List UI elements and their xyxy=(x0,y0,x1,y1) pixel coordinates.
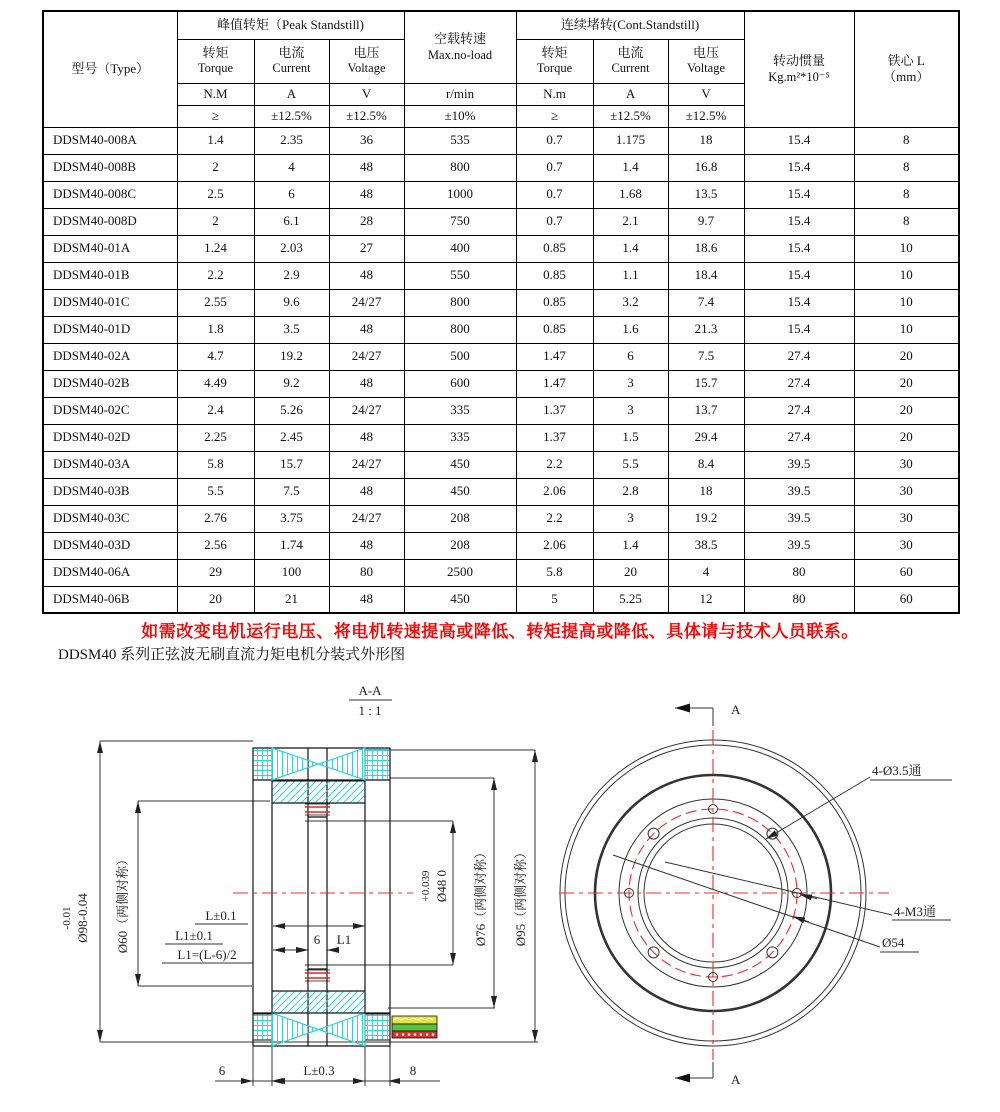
value-cell: 48 xyxy=(329,532,404,559)
value-cell: 2.5 xyxy=(177,181,254,208)
unit-nm-cont: N.m xyxy=(516,83,593,105)
value-cell: 39.5 xyxy=(744,451,854,478)
value-cell: 18 xyxy=(668,478,744,505)
value-cell: 800 xyxy=(404,316,516,343)
value-cell: 800 xyxy=(404,289,516,316)
section-mark-bottom: A xyxy=(731,1072,741,1087)
value-cell: 10 xyxy=(854,235,959,262)
dim-bottom-8: 8 xyxy=(409,1063,417,1078)
torque-en: Torque xyxy=(197,61,234,76)
value-cell: 9.6 xyxy=(254,289,329,316)
model-cell: DDSM40-02D xyxy=(43,424,177,451)
section-markers xyxy=(675,702,741,1087)
value-cell: 30 xyxy=(854,532,959,559)
front-view xyxy=(555,678,1000,1112)
value-cell: 0.85 xyxy=(516,235,593,262)
model-cell: DDSM40-01C xyxy=(43,289,177,316)
dim-L: L±0.1 xyxy=(205,908,237,923)
value-cell: 15.4 xyxy=(744,127,854,154)
table-row xyxy=(43,343,959,370)
value-cell: 2.45 xyxy=(254,424,329,451)
core-label: 铁心 L xyxy=(887,53,925,68)
value-cell: 13.7 xyxy=(668,397,744,424)
value-cell: 2 xyxy=(177,208,254,235)
value-cell: 7.5 xyxy=(254,478,329,505)
value-cell: 208 xyxy=(404,505,516,532)
value-cell: 29.4 xyxy=(668,424,744,451)
table-row xyxy=(43,154,959,181)
value-cell: 2.2 xyxy=(516,451,593,478)
value-cell: 80 xyxy=(329,559,404,586)
value-cell: 24/27 xyxy=(329,343,404,370)
voltage-cn: 电压 xyxy=(353,45,380,61)
value-cell: 24/27 xyxy=(329,505,404,532)
current-cn: 电流 xyxy=(617,45,644,61)
value-cell: 27.4 xyxy=(744,370,854,397)
value-cell: 450 xyxy=(404,586,516,613)
col-header-current-cont xyxy=(593,39,668,83)
dim-inner-6: 6 xyxy=(313,932,321,947)
leader-lines xyxy=(613,763,952,952)
value-cell: 24/27 xyxy=(329,451,404,478)
value-cell: 48 xyxy=(329,370,404,397)
tol-10: ±10% xyxy=(404,105,516,127)
value-cell: 9.2 xyxy=(254,370,329,397)
dim-bottom-L: L±0.3 xyxy=(303,1063,335,1078)
value-cell: 208 xyxy=(404,532,516,559)
unit-nm-peak: N.M xyxy=(177,83,254,105)
value-cell: 335 xyxy=(404,397,516,424)
value-cell: 80 xyxy=(744,586,854,613)
tol-125: ±12.5% xyxy=(329,105,404,127)
group-header-cont: 连续堵转(Cont.Standstill) xyxy=(516,11,744,39)
value-cell: 20 xyxy=(854,424,959,451)
value-cell: 15.4 xyxy=(744,154,854,181)
value-cell: 1000 xyxy=(404,181,516,208)
value-cell: 60 xyxy=(854,586,959,613)
group-header-noload xyxy=(404,11,516,83)
value-cell: 2.06 xyxy=(516,478,593,505)
value-cell: 18.4 xyxy=(668,262,744,289)
value-cell: 8 xyxy=(854,127,959,154)
value-cell: 450 xyxy=(404,451,516,478)
voltage-en: Voltage xyxy=(687,61,726,76)
value-cell: 48 xyxy=(329,154,404,181)
value-cell: 4.7 xyxy=(177,343,254,370)
section-title: A-A xyxy=(358,683,382,698)
value-cell: 0.7 xyxy=(516,181,593,208)
value-cell: 20 xyxy=(177,586,254,613)
value-cell: 16.8 xyxy=(668,154,744,181)
value-cell: 10 xyxy=(854,316,959,343)
model-cell: DDSM40-008B xyxy=(43,154,177,181)
value-cell: 15.4 xyxy=(744,235,854,262)
value-cell: 15.4 xyxy=(744,208,854,235)
value-cell: 30 xyxy=(854,478,959,505)
noload-cn: 空载转速 xyxy=(434,31,487,47)
value-cell: 1.1 xyxy=(593,262,668,289)
table-row xyxy=(43,559,959,586)
value-cell: 60 xyxy=(854,559,959,586)
inertia-unit: Kg.m²*10⁻⁵ xyxy=(768,69,830,84)
warning-text: 如需改变电机运行电压、将电机转速提高或降低、转矩提高或降低、具体请与技术人员联系。 xyxy=(141,622,859,641)
value-cell: 28 xyxy=(329,208,404,235)
col-header-voltage-cont xyxy=(668,39,744,83)
value-cell: 1.24 xyxy=(177,235,254,262)
col-header-core xyxy=(854,11,959,127)
dim-d95: Ø95（两侧对称） xyxy=(513,845,528,947)
value-cell: 80 xyxy=(744,559,854,586)
value-cell: 20 xyxy=(854,397,959,424)
value-cell: 450 xyxy=(404,478,516,505)
value-cell: 3.75 xyxy=(254,505,329,532)
col-header-inertia xyxy=(744,11,854,127)
value-cell: 39.5 xyxy=(744,505,854,532)
current-cn: 电流 xyxy=(278,45,305,61)
value-cell: 48 xyxy=(329,478,404,505)
value-cell: 400 xyxy=(404,235,516,262)
value-cell: 30 xyxy=(854,505,959,532)
value-cell: 15.4 xyxy=(744,289,854,316)
value-cell: 3 xyxy=(593,370,668,397)
col-header-current-peak xyxy=(254,39,329,83)
value-cell: 6.1 xyxy=(254,208,329,235)
model-cell: DDSM40-03B xyxy=(43,478,177,505)
value-cell: 20 xyxy=(854,370,959,397)
model-cell: DDSM40-01A xyxy=(43,235,177,262)
value-cell: 2.2 xyxy=(516,505,593,532)
value-cell: 27.4 xyxy=(744,397,854,424)
value-cell: 0.85 xyxy=(516,262,593,289)
tol-125: ±12.5% xyxy=(254,105,329,127)
value-cell: 5.25 xyxy=(593,586,668,613)
dim-d76: Ø76（两侧对称） xyxy=(473,845,488,947)
value-cell: 15.7 xyxy=(668,370,744,397)
table-row xyxy=(43,424,959,451)
value-cell: 0.85 xyxy=(516,316,593,343)
model-cell: DDSM40-02B xyxy=(43,370,177,397)
torque-cn: 转矩 xyxy=(541,45,568,61)
value-cell: 8 xyxy=(854,181,959,208)
value-cell: 4 xyxy=(668,559,744,586)
value-cell: 1.4 xyxy=(593,235,668,262)
value-cell: 27 xyxy=(329,235,404,262)
value-cell: 3.2 xyxy=(593,289,668,316)
noload-en: Max.no-load xyxy=(427,47,493,62)
value-cell: 500 xyxy=(404,343,516,370)
model-cell: DDSM40-008C xyxy=(43,181,177,208)
value-cell: 4 xyxy=(254,154,329,181)
value-cell: 5.26 xyxy=(254,397,329,424)
tol-125: ±12.5% xyxy=(668,105,744,127)
value-cell: 0.85 xyxy=(516,289,593,316)
value-cell: 1.5 xyxy=(593,424,668,451)
value-cell: 1.175 xyxy=(593,127,668,154)
table-row xyxy=(43,262,959,289)
value-cell: 36 xyxy=(329,127,404,154)
value-cell: 5.5 xyxy=(593,451,668,478)
value-cell: 8 xyxy=(854,208,959,235)
value-cell: 2.8 xyxy=(593,478,668,505)
col-header-torque-peak xyxy=(177,39,254,83)
value-cell: 2.4 xyxy=(177,397,254,424)
value-cell: 18.6 xyxy=(668,235,744,262)
unit-rmin: r/min xyxy=(404,83,516,105)
value-cell: 24/27 xyxy=(329,289,404,316)
model-cell: DDSM40-008D xyxy=(43,208,177,235)
model-cell: DDSM40-06B xyxy=(43,586,177,613)
model-cell: DDSM40-06A xyxy=(43,559,177,586)
value-cell: 2500 xyxy=(404,559,516,586)
value-cell: 2.2 xyxy=(177,262,254,289)
value-cell: 100 xyxy=(254,559,329,586)
inertia-label: 转动惯量 xyxy=(773,53,826,69)
value-cell: 2.76 xyxy=(177,505,254,532)
value-cell: 1.68 xyxy=(593,181,668,208)
value-cell: 5.8 xyxy=(177,451,254,478)
value-cell: 0.7 xyxy=(516,127,593,154)
value-cell: 2.9 xyxy=(254,262,329,289)
value-cell: 2 xyxy=(177,154,254,181)
table-row xyxy=(43,451,959,478)
dim-d98-tol: -0.01 xyxy=(61,906,73,930)
value-cell: 3 xyxy=(593,397,668,424)
value-cell: 1.4 xyxy=(593,154,668,181)
table-row xyxy=(43,505,959,532)
value-cell: 5.5 xyxy=(177,478,254,505)
model-cell: DDSM40-02A xyxy=(43,343,177,370)
value-cell: 6 xyxy=(254,181,329,208)
unit-a: A xyxy=(254,83,329,105)
value-cell: 48 xyxy=(329,262,404,289)
value-cell: 39.5 xyxy=(744,478,854,505)
value-cell: 1.4 xyxy=(593,532,668,559)
col-header-voltage-peak xyxy=(329,39,404,83)
value-cell: 5 xyxy=(516,586,593,613)
tol-ge: ≥ xyxy=(516,105,593,127)
voltage-en: Voltage xyxy=(347,61,386,76)
section-mark-top: A xyxy=(731,702,741,717)
value-cell: 2.35 xyxy=(254,127,329,154)
value-cell: 29 xyxy=(177,559,254,586)
value-cell: 8.4 xyxy=(668,451,744,478)
figure-caption: DDSM40 系列正弦波无刷直流力矩电机分装式外形图 xyxy=(58,647,406,663)
value-cell: 2.56 xyxy=(177,532,254,559)
value-cell: 15.4 xyxy=(744,262,854,289)
table-row xyxy=(43,370,959,397)
dimension-labels xyxy=(61,846,528,1078)
value-cell: 30 xyxy=(854,451,959,478)
value-cell: 19.2 xyxy=(254,343,329,370)
value-cell: 3 xyxy=(593,505,668,532)
value-cell: 10 xyxy=(854,289,959,316)
value-cell: 12 xyxy=(668,586,744,613)
value-cell: 6 xyxy=(593,343,668,370)
value-cell: 1.74 xyxy=(254,532,329,559)
value-cell: 3.5 xyxy=(254,316,329,343)
value-cell: 4.49 xyxy=(177,370,254,397)
dim-d48: Ø48 0 xyxy=(434,869,449,903)
value-cell: 15.4 xyxy=(744,316,854,343)
model-cell: DDSM40-03C xyxy=(43,505,177,532)
value-cell: 750 xyxy=(404,208,516,235)
dim-d48-tol: +0.039 xyxy=(420,870,432,902)
value-cell: 1.6 xyxy=(593,316,668,343)
value-cell: 39.5 xyxy=(744,532,854,559)
core-unit: （mm） xyxy=(883,69,930,85)
value-cell: 1.37 xyxy=(516,397,593,424)
col-header-torque-cont xyxy=(516,39,593,83)
value-cell: 15.7 xyxy=(254,451,329,478)
dim-inner-L1: L1 xyxy=(336,932,352,947)
value-cell: 48 xyxy=(329,181,404,208)
value-cell: 7.5 xyxy=(668,343,744,370)
value-cell: 1.4 xyxy=(177,127,254,154)
value-cell: 5.8 xyxy=(516,559,593,586)
value-cell: 335 xyxy=(404,424,516,451)
dim-d98: Ø98-0.04 xyxy=(75,893,90,943)
value-cell: 7.4 xyxy=(668,289,744,316)
value-cell: 38.5 xyxy=(668,532,744,559)
value-cell: 1.8 xyxy=(177,316,254,343)
dim-bottom-6: 6 xyxy=(218,1063,226,1078)
unit-a: A xyxy=(593,83,668,105)
current-en: Current xyxy=(272,61,311,76)
spec-table xyxy=(42,10,960,614)
value-cell: 20 xyxy=(593,559,668,586)
unit-v: V xyxy=(668,83,744,105)
table-row xyxy=(43,208,959,235)
value-cell: 48 xyxy=(329,424,404,451)
cross-section-view xyxy=(55,678,555,1112)
value-cell: 19.2 xyxy=(668,505,744,532)
table-row xyxy=(43,181,959,208)
col-header-type: 型号（Type） xyxy=(43,11,177,127)
table-row xyxy=(43,235,959,262)
dim-L1-formula: L1=(L-6)/2 xyxy=(177,947,237,962)
value-cell: 1.37 xyxy=(516,424,593,451)
model-cell: DDSM40-008A xyxy=(43,127,177,154)
tol-125: ±12.5% xyxy=(593,105,668,127)
value-cell: 8 xyxy=(854,154,959,181)
value-cell: 800 xyxy=(404,154,516,181)
unit-v: V xyxy=(329,83,404,105)
label-holes-3p5: 4-Ø3.5通 xyxy=(872,763,922,778)
label-holes-m3: 4-M3通 xyxy=(894,904,936,919)
model-cell: DDSM40-02C xyxy=(43,397,177,424)
value-cell: 1.47 xyxy=(516,370,593,397)
value-cell: 2.03 xyxy=(254,235,329,262)
current-en: Current xyxy=(611,61,650,76)
value-cell: 2.55 xyxy=(177,289,254,316)
value-cell: 48 xyxy=(329,586,404,613)
model-cell: DDSM40-01B xyxy=(43,262,177,289)
value-cell: 24/27 xyxy=(329,397,404,424)
value-cell: 21 xyxy=(254,586,329,613)
value-cell: 2.06 xyxy=(516,532,593,559)
table-row xyxy=(43,316,959,343)
table-row xyxy=(43,586,959,613)
value-cell: 21.3 xyxy=(668,316,744,343)
model-cell: DDSM40-03D xyxy=(43,532,177,559)
value-cell: 13.5 xyxy=(668,181,744,208)
value-cell: 27.4 xyxy=(744,424,854,451)
torque-cn: 转矩 xyxy=(202,45,229,61)
table-row xyxy=(43,289,959,316)
value-cell: 27.4 xyxy=(744,343,854,370)
drawing-area xyxy=(0,678,1000,1112)
value-cell: 1.47 xyxy=(516,343,593,370)
spec-table-wrap xyxy=(42,10,958,614)
model-cell: DDSM40-03A xyxy=(43,451,177,478)
value-cell: 20 xyxy=(854,343,959,370)
value-cell: 18 xyxy=(668,127,744,154)
voltage-cn: 电压 xyxy=(693,45,720,61)
table-row xyxy=(43,478,959,505)
label-bolt-circle: Ø54 xyxy=(882,935,905,950)
value-cell: 0.7 xyxy=(516,154,593,181)
torque-en: Torque xyxy=(536,61,573,76)
group-header-peak: 峰值转矩（Peak Standstill) xyxy=(177,11,404,39)
dim-d60: Ø60（两侧对称） xyxy=(115,852,130,954)
tol-ge: ≥ xyxy=(177,105,254,127)
section-scale: 1 : 1 xyxy=(358,703,382,718)
value-cell: 10 xyxy=(854,262,959,289)
value-cell: 2.1 xyxy=(593,208,668,235)
value-cell: 15.4 xyxy=(744,181,854,208)
model-cell: DDSM40-01D xyxy=(43,316,177,343)
dim-L1: L1±0.1 xyxy=(175,928,213,943)
table-row xyxy=(43,127,959,154)
value-cell: 2.25 xyxy=(177,424,254,451)
value-cell: 535 xyxy=(404,127,516,154)
value-cell: 0.7 xyxy=(516,208,593,235)
lead-wire-block xyxy=(392,1016,437,1038)
value-cell: 550 xyxy=(404,262,516,289)
table-row xyxy=(43,397,959,424)
table-row xyxy=(43,532,959,559)
value-cell: 600 xyxy=(404,370,516,397)
value-cell: 9.7 xyxy=(668,208,744,235)
value-cell: 48 xyxy=(329,316,404,343)
